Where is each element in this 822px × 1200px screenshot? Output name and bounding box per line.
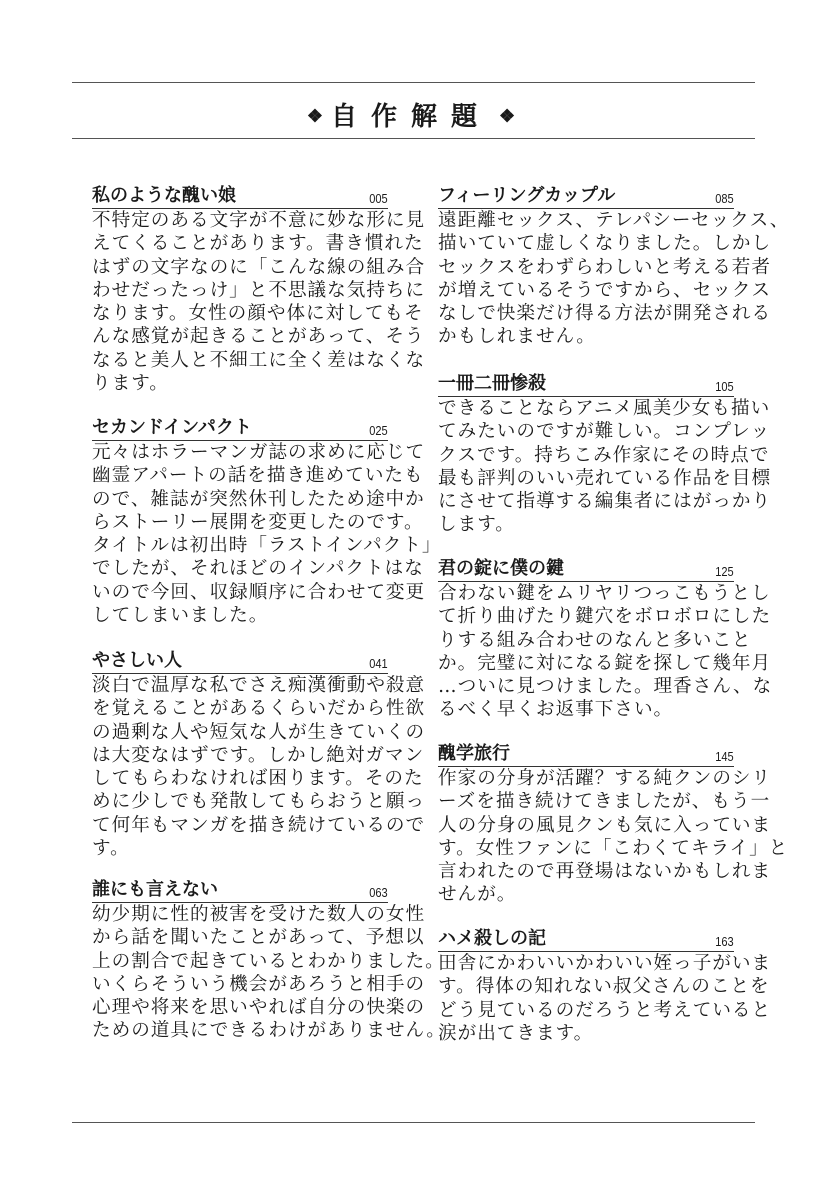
section-body bbox=[438, 952, 772, 1045]
body-line: いので今回、収録順序に合わせて変更 bbox=[92, 581, 426, 603]
section-heading bbox=[438, 926, 734, 952]
body-line: にさせて指導する編集者にはがっかり bbox=[438, 491, 772, 513]
body-line: 作家の分身が活躍？する純クンのシリ bbox=[438, 768, 772, 789]
body-line: す。女性ファンに「こわくてキライ」と bbox=[438, 837, 789, 859]
section-title: フィーリングカップル bbox=[438, 185, 616, 206]
section-body bbox=[92, 441, 442, 627]
body-line: してもらわなければ困ります。そのた bbox=[92, 768, 424, 790]
section-title: セカンドインパクト bbox=[92, 417, 252, 438]
section-body bbox=[438, 397, 772, 537]
section-heading bbox=[92, 415, 388, 441]
bottom-rule bbox=[72, 1122, 755, 1123]
section-title: 醜学旅行 bbox=[438, 743, 510, 764]
section-page-number: 145 bbox=[715, 749, 734, 764]
section-page-number: 005 bbox=[369, 191, 388, 206]
section-title: ハメ殺しの記 bbox=[438, 928, 546, 949]
body-line: クスです。持ちこみ作家にその時点で bbox=[438, 444, 770, 466]
section-heading bbox=[92, 648, 388, 674]
commentary-section bbox=[92, 183, 426, 395]
section-page-number: 041 bbox=[369, 656, 388, 671]
body-line: してしまいました。 bbox=[92, 605, 269, 627]
body-line: から話を聞いたことがあって、予想以 bbox=[92, 927, 425, 949]
commentary-section bbox=[92, 648, 426, 860]
body-line: んな感覚が起きることがあって、そう bbox=[92, 326, 425, 348]
diamond-ornament-icon: ❖ bbox=[499, 106, 516, 127]
commentary-section bbox=[438, 741, 789, 907]
top-rule bbox=[72, 82, 755, 83]
page-title bbox=[0, 96, 822, 133]
page-title-text: 自作解題 bbox=[330, 102, 491, 132]
body-line: 最も評判のいい売れている作品を目標 bbox=[438, 467, 772, 489]
body-line: 心理や将来を思いやれば自分の快楽の bbox=[92, 997, 426, 1019]
body-line: が増えているそうですから、セックス bbox=[438, 279, 771, 301]
body-line: めに少しでも発散してもらおうと願っ bbox=[92, 791, 426, 813]
body-line: …ついに見つけました。理香さん、な bbox=[438, 676, 773, 698]
body-line: でしたが、それほどのインパクトはな bbox=[92, 558, 424, 580]
body-line: どう見ているのだろうと考えていると bbox=[438, 999, 772, 1021]
body-line: 描いていて虚しくなりました。しかし bbox=[438, 233, 772, 255]
commentary-section bbox=[438, 556, 773, 722]
body-line: セックスをわずらわしいと考える若者 bbox=[438, 256, 771, 278]
body-line: わせだったっけ」と不思議な気持ちに bbox=[92, 279, 426, 301]
body-line: はずの文字なのに「こんな線の組み合 bbox=[92, 256, 426, 278]
section-body bbox=[438, 767, 789, 907]
section-body bbox=[438, 209, 790, 349]
body-line: 不特定のある文字が不意に妙な形に見 bbox=[92, 210, 426, 231]
section-title: 私のような醜い娘 bbox=[92, 185, 236, 206]
section-heading bbox=[438, 556, 734, 582]
body-line: 人の分身の風見クンも気に入っていま bbox=[438, 814, 772, 836]
section-title: やさしい人 bbox=[92, 650, 182, 671]
body-line: 幽霊アパートの話を描き進めていたも bbox=[92, 465, 424, 487]
body-line: を覚えることがあるくらいだから性欲 bbox=[92, 698, 426, 720]
section-page-number: 063 bbox=[369, 885, 388, 900]
body-line: いくらそういう機会があろうと相手の bbox=[92, 973, 426, 995]
body-line: 淡白で温厚な私でさえ痴漢衝動や殺意 bbox=[92, 675, 426, 696]
section-heading bbox=[438, 183, 734, 209]
body-line: なしで快楽だけ得る方法が開発される bbox=[438, 303, 772, 325]
section-title: 誰にも言えない bbox=[92, 879, 218, 900]
commentary-section bbox=[92, 415, 442, 627]
body-line: て何年もマンガを描き続けているので bbox=[92, 814, 426, 836]
body-line: ので、雑誌が突然休刊したため途中か bbox=[92, 488, 425, 510]
body-line: できることならアニメ風美少女も描い bbox=[438, 398, 771, 419]
section-heading bbox=[438, 741, 734, 767]
body-line: します。 bbox=[438, 514, 515, 536]
section-heading bbox=[438, 371, 734, 397]
section-page-number: 125 bbox=[715, 564, 734, 579]
body-line: てみたいのですが難しい。コンプレッ bbox=[438, 421, 771, 443]
section-page-number: 163 bbox=[715, 934, 734, 949]
body-line: なると美人と不細工に全く差はなくな bbox=[92, 349, 426, 371]
section-body bbox=[92, 903, 446, 1043]
body-line: 田舎にかわいいかわいい姪っ子がいま bbox=[438, 953, 772, 974]
section-body bbox=[438, 582, 773, 722]
section-page-number: 085 bbox=[715, 191, 734, 206]
section-heading bbox=[92, 877, 388, 903]
title-rule bbox=[72, 138, 755, 139]
section-body bbox=[92, 209, 426, 395]
body-line: 上の割合で起きているとわかりました。 bbox=[92, 950, 445, 972]
body-line: 元々はホラーマンガ誌の求めに応じて bbox=[92, 442, 426, 463]
section-heading bbox=[92, 183, 388, 209]
section-title: 一冊二冊惨殺 bbox=[438, 373, 546, 394]
commentary-section bbox=[92, 877, 446, 1043]
body-line: ための道具にできるわけがありません。 bbox=[92, 1020, 446, 1042]
section-page-number: 105 bbox=[715, 379, 734, 394]
commentary-section bbox=[438, 926, 772, 1045]
body-line: て折り曲げたり鍵穴をボロボロにした bbox=[438, 606, 772, 628]
section-body bbox=[92, 674, 426, 860]
body-line: せんが。 bbox=[438, 884, 517, 906]
commentary-section bbox=[438, 371, 772, 537]
body-line: の過剰な人や短気な人が生きていくの bbox=[92, 721, 426, 743]
body-line: なります。女性の顔や体に対してもそ bbox=[92, 303, 424, 325]
commentary-section bbox=[438, 183, 790, 349]
body-line: 幼少期に性的被害を受けた数人の女性 bbox=[92, 904, 426, 925]
body-line: りする組み合わせのなんと多いこと bbox=[438, 629, 752, 651]
body-line: タイトルは初出時「ラストインパクト」 bbox=[92, 535, 442, 557]
body-line: るべく早くお返事下さい。 bbox=[438, 699, 674, 721]
section-title: 君の錠に僕の鍵 bbox=[438, 558, 564, 579]
body-line: す。 bbox=[92, 838, 130, 860]
body-line: 言われたので再登場はないかもしれま bbox=[438, 861, 772, 883]
diamond-ornament-icon: ❖ bbox=[306, 106, 323, 127]
body-line: ります。 bbox=[92, 373, 169, 395]
body-line: らストーリー展開を変更したのです。 bbox=[92, 511, 424, 533]
body-line: 合わない鍵をムリヤリつっこもうとし bbox=[438, 583, 771, 604]
body-line: ーズを描き続けてきましたが、もう一 bbox=[438, 791, 771, 813]
body-line: 涙が出てきます。 bbox=[438, 1022, 594, 1044]
body-line: す。得体の知れない叔父さんのことを bbox=[438, 976, 770, 998]
body-line: 遠距離セックス、テレパシーセックス、 bbox=[438, 210, 790, 231]
body-line: は大変なはずです。しかし絶対ガマン bbox=[92, 744, 425, 766]
body-line: えてくることがあります。書き慣れた bbox=[92, 233, 424, 255]
body-line: か。完璧に対になる錠を探して幾年月 bbox=[438, 652, 772, 674]
section-page-number: 025 bbox=[369, 423, 388, 438]
body-line: かもしれません。 bbox=[438, 326, 596, 348]
